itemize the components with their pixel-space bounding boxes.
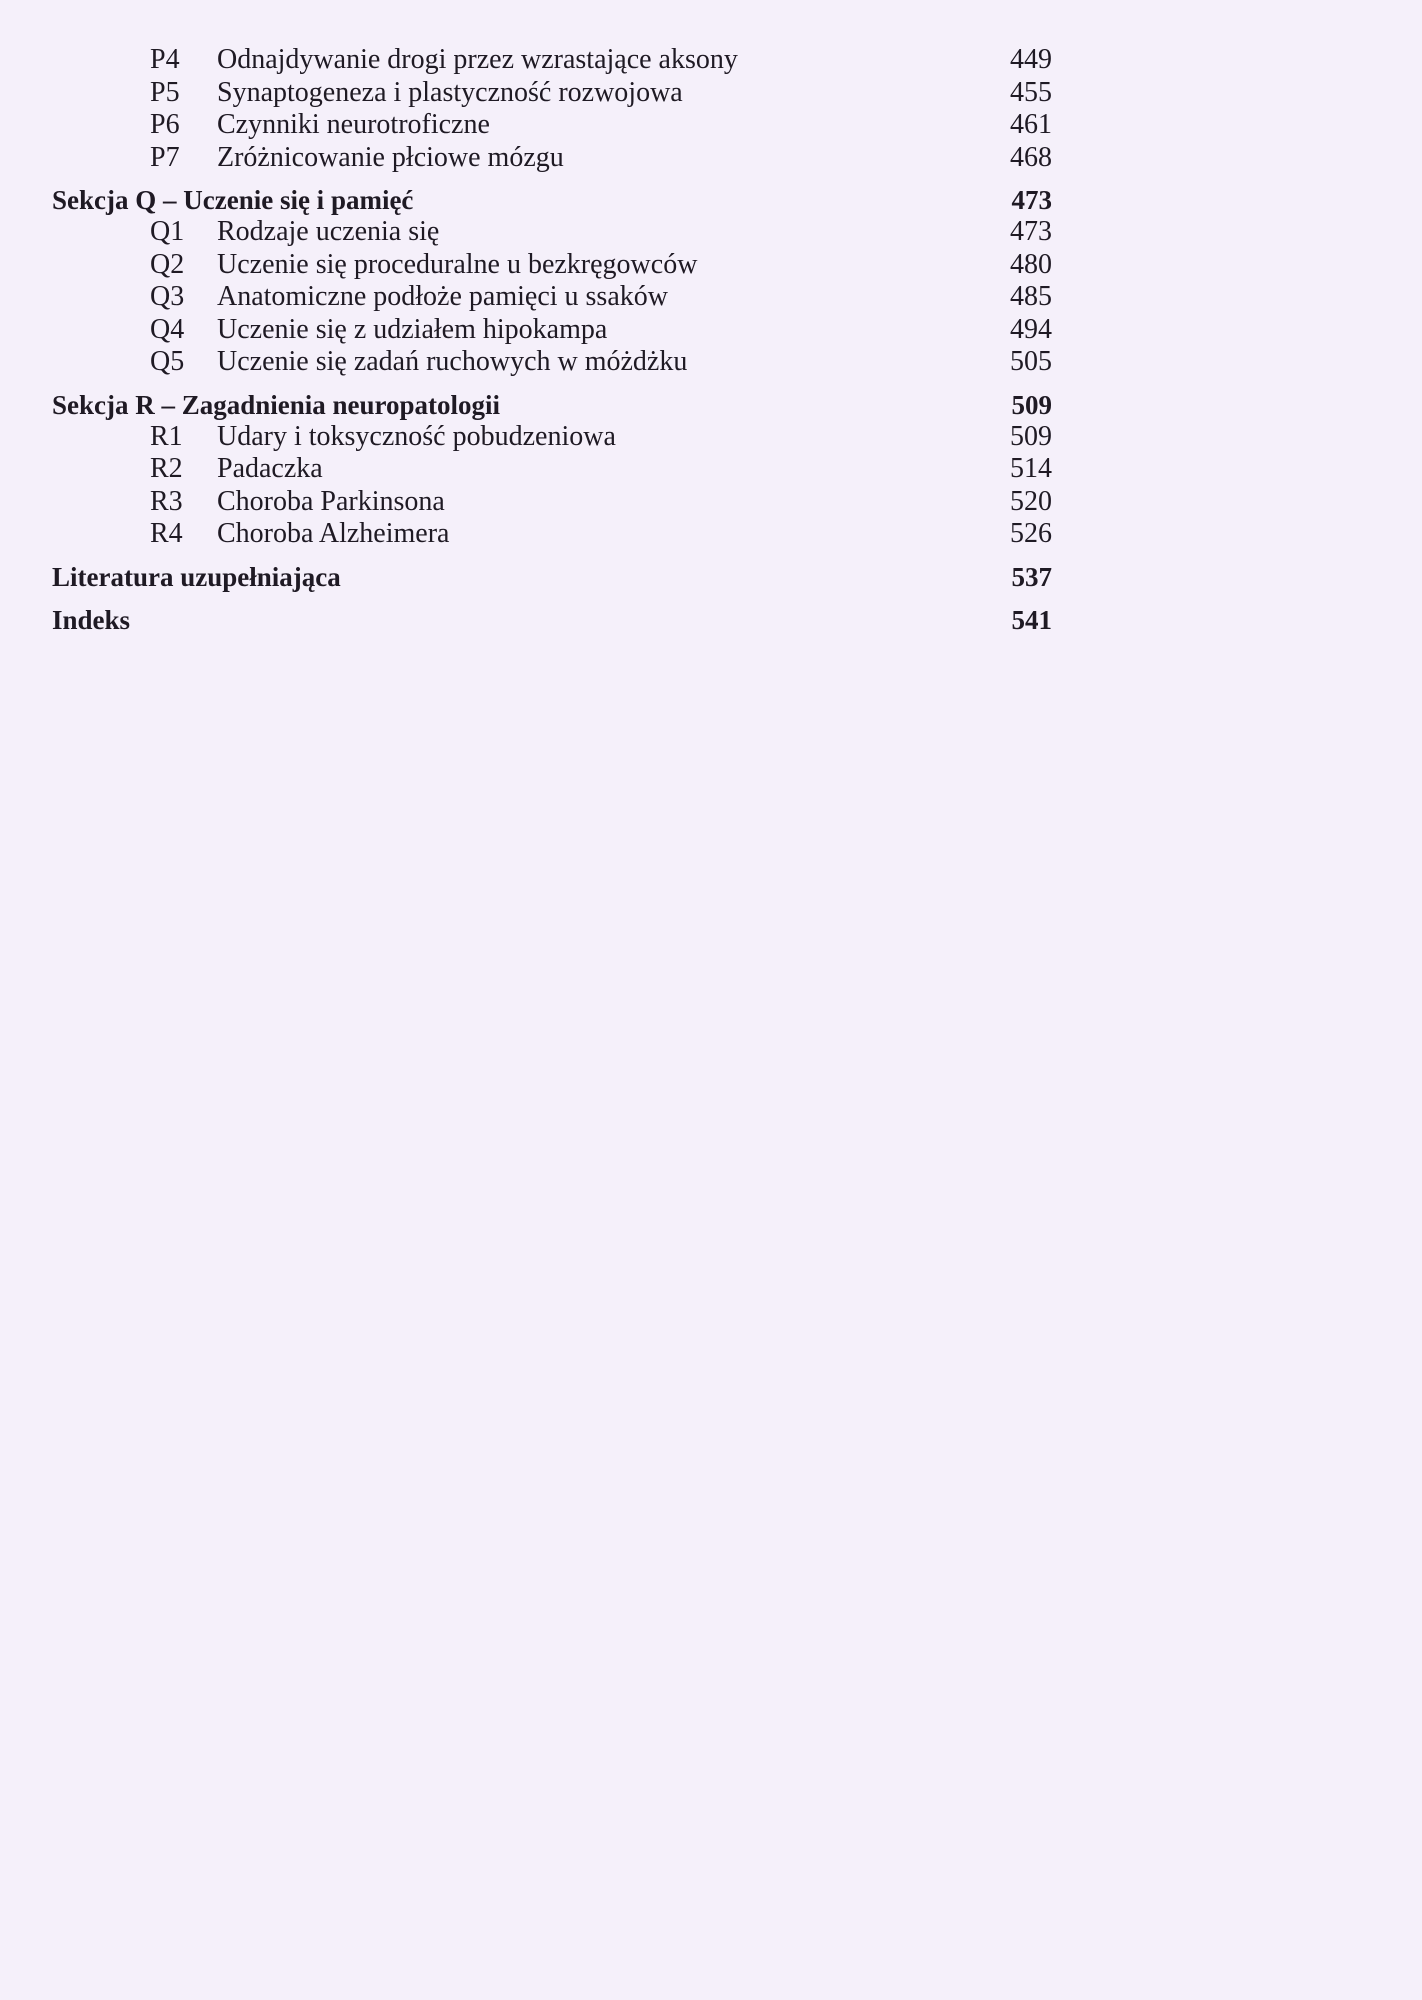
toc-entry-q4 (52, 314, 1052, 347)
entry-code: P5 (150, 76, 180, 108)
entry-page: 480 (1010, 248, 1052, 280)
entry-title: Choroba Parkinsona (217, 485, 445, 517)
entry-code: Q2 (150, 248, 185, 280)
entry-title: Padaczka (217, 453, 323, 484)
entry-code: Q1 (150, 216, 185, 247)
toc-entry-p7 (52, 142, 1052, 175)
entry-code: R4 (150, 518, 183, 549)
literature-page: 537 (1011, 561, 1052, 592)
entry-code: R1 (150, 420, 183, 452)
toc-entry-p6 (52, 109, 1052, 142)
entry-code: Q5 (150, 346, 185, 377)
entry-title: Udary i toksyczność pobudzeniowa (217, 420, 616, 452)
entry-title: Zróżnicowanie płciowe mózgu (217, 141, 564, 173)
entry-page: 461 (1010, 109, 1052, 140)
entry-code: Q4 (150, 313, 185, 345)
entry-title: Rodzaje uczenia się (217, 216, 440, 247)
entry-page: 514 (1010, 453, 1052, 484)
toc-entry-q1 (52, 216, 1052, 249)
toc-entry-p5 (52, 77, 1052, 110)
toc-entry-r4 (52, 518, 1052, 551)
entry-code: R2 (150, 453, 183, 484)
entry-code: Q3 (150, 281, 185, 312)
entry-page: 449 (1010, 44, 1052, 75)
section-page: 509 (1011, 389, 1052, 420)
section-page: 473 (1011, 185, 1052, 215)
entry-page: 468 (1010, 141, 1052, 173)
toc-entry-r1 (52, 421, 1052, 454)
entry-title: Uczenie się z udziałem hipokampa (217, 313, 608, 345)
literature-title: Literatura uzupełniająca (52, 561, 341, 592)
toc-entry-r3 (52, 486, 1052, 519)
entry-page: 526 (1010, 518, 1052, 549)
entry-page: 455 (1010, 76, 1052, 108)
entry-title: Anatomiczne podłoże pamięci u ssaków (217, 281, 668, 312)
entry-code: P4 (150, 44, 180, 75)
toc-entry-q5 (52, 346, 1052, 379)
toc-literature (52, 561, 1052, 593)
entry-title: Synaptogeneza i plastyczność rozwojowa (217, 76, 683, 108)
section-title: Sekcja Q – Uczenie się i pamięć (52, 185, 414, 215)
entry-page: 494 (1010, 313, 1052, 345)
entry-title: Odnajdywanie drogi przez wzrastające aksony (217, 44, 738, 75)
entry-code: P6 (150, 109, 180, 140)
entry-page: 473 (1010, 216, 1052, 247)
entry-code: P7 (150, 141, 180, 173)
entry-title: Czynniki neurotroficzne (217, 109, 490, 140)
toc-entry-q2 (52, 249, 1052, 282)
index-title: Indeks (52, 604, 131, 635)
toc-section-q (52, 184, 1052, 216)
toc-entry-q3 (52, 281, 1052, 314)
entry-title: Uczenie się zadań ruchowych w móżdżku (217, 346, 688, 377)
toc-index (52, 604, 1052, 636)
toc-entry-p4 (52, 44, 1052, 77)
table-of-contents (52, 44, 1052, 636)
index-page: 541 (1011, 604, 1052, 635)
entry-title: Uczenie się proceduralne u bezkręgowców (217, 248, 698, 280)
entry-title: Choroba Alzheimera (217, 518, 450, 549)
entry-page: 509 (1010, 420, 1052, 452)
entry-page: 520 (1010, 485, 1052, 517)
entry-page: 505 (1010, 346, 1052, 377)
entry-code: R3 (150, 485, 183, 517)
toc-section-r (52, 389, 1052, 421)
toc-entry-r2 (52, 453, 1052, 486)
section-title: Sekcja R – Zagadnienia neuropatologii (52, 389, 501, 420)
entry-page: 485 (1010, 281, 1052, 312)
